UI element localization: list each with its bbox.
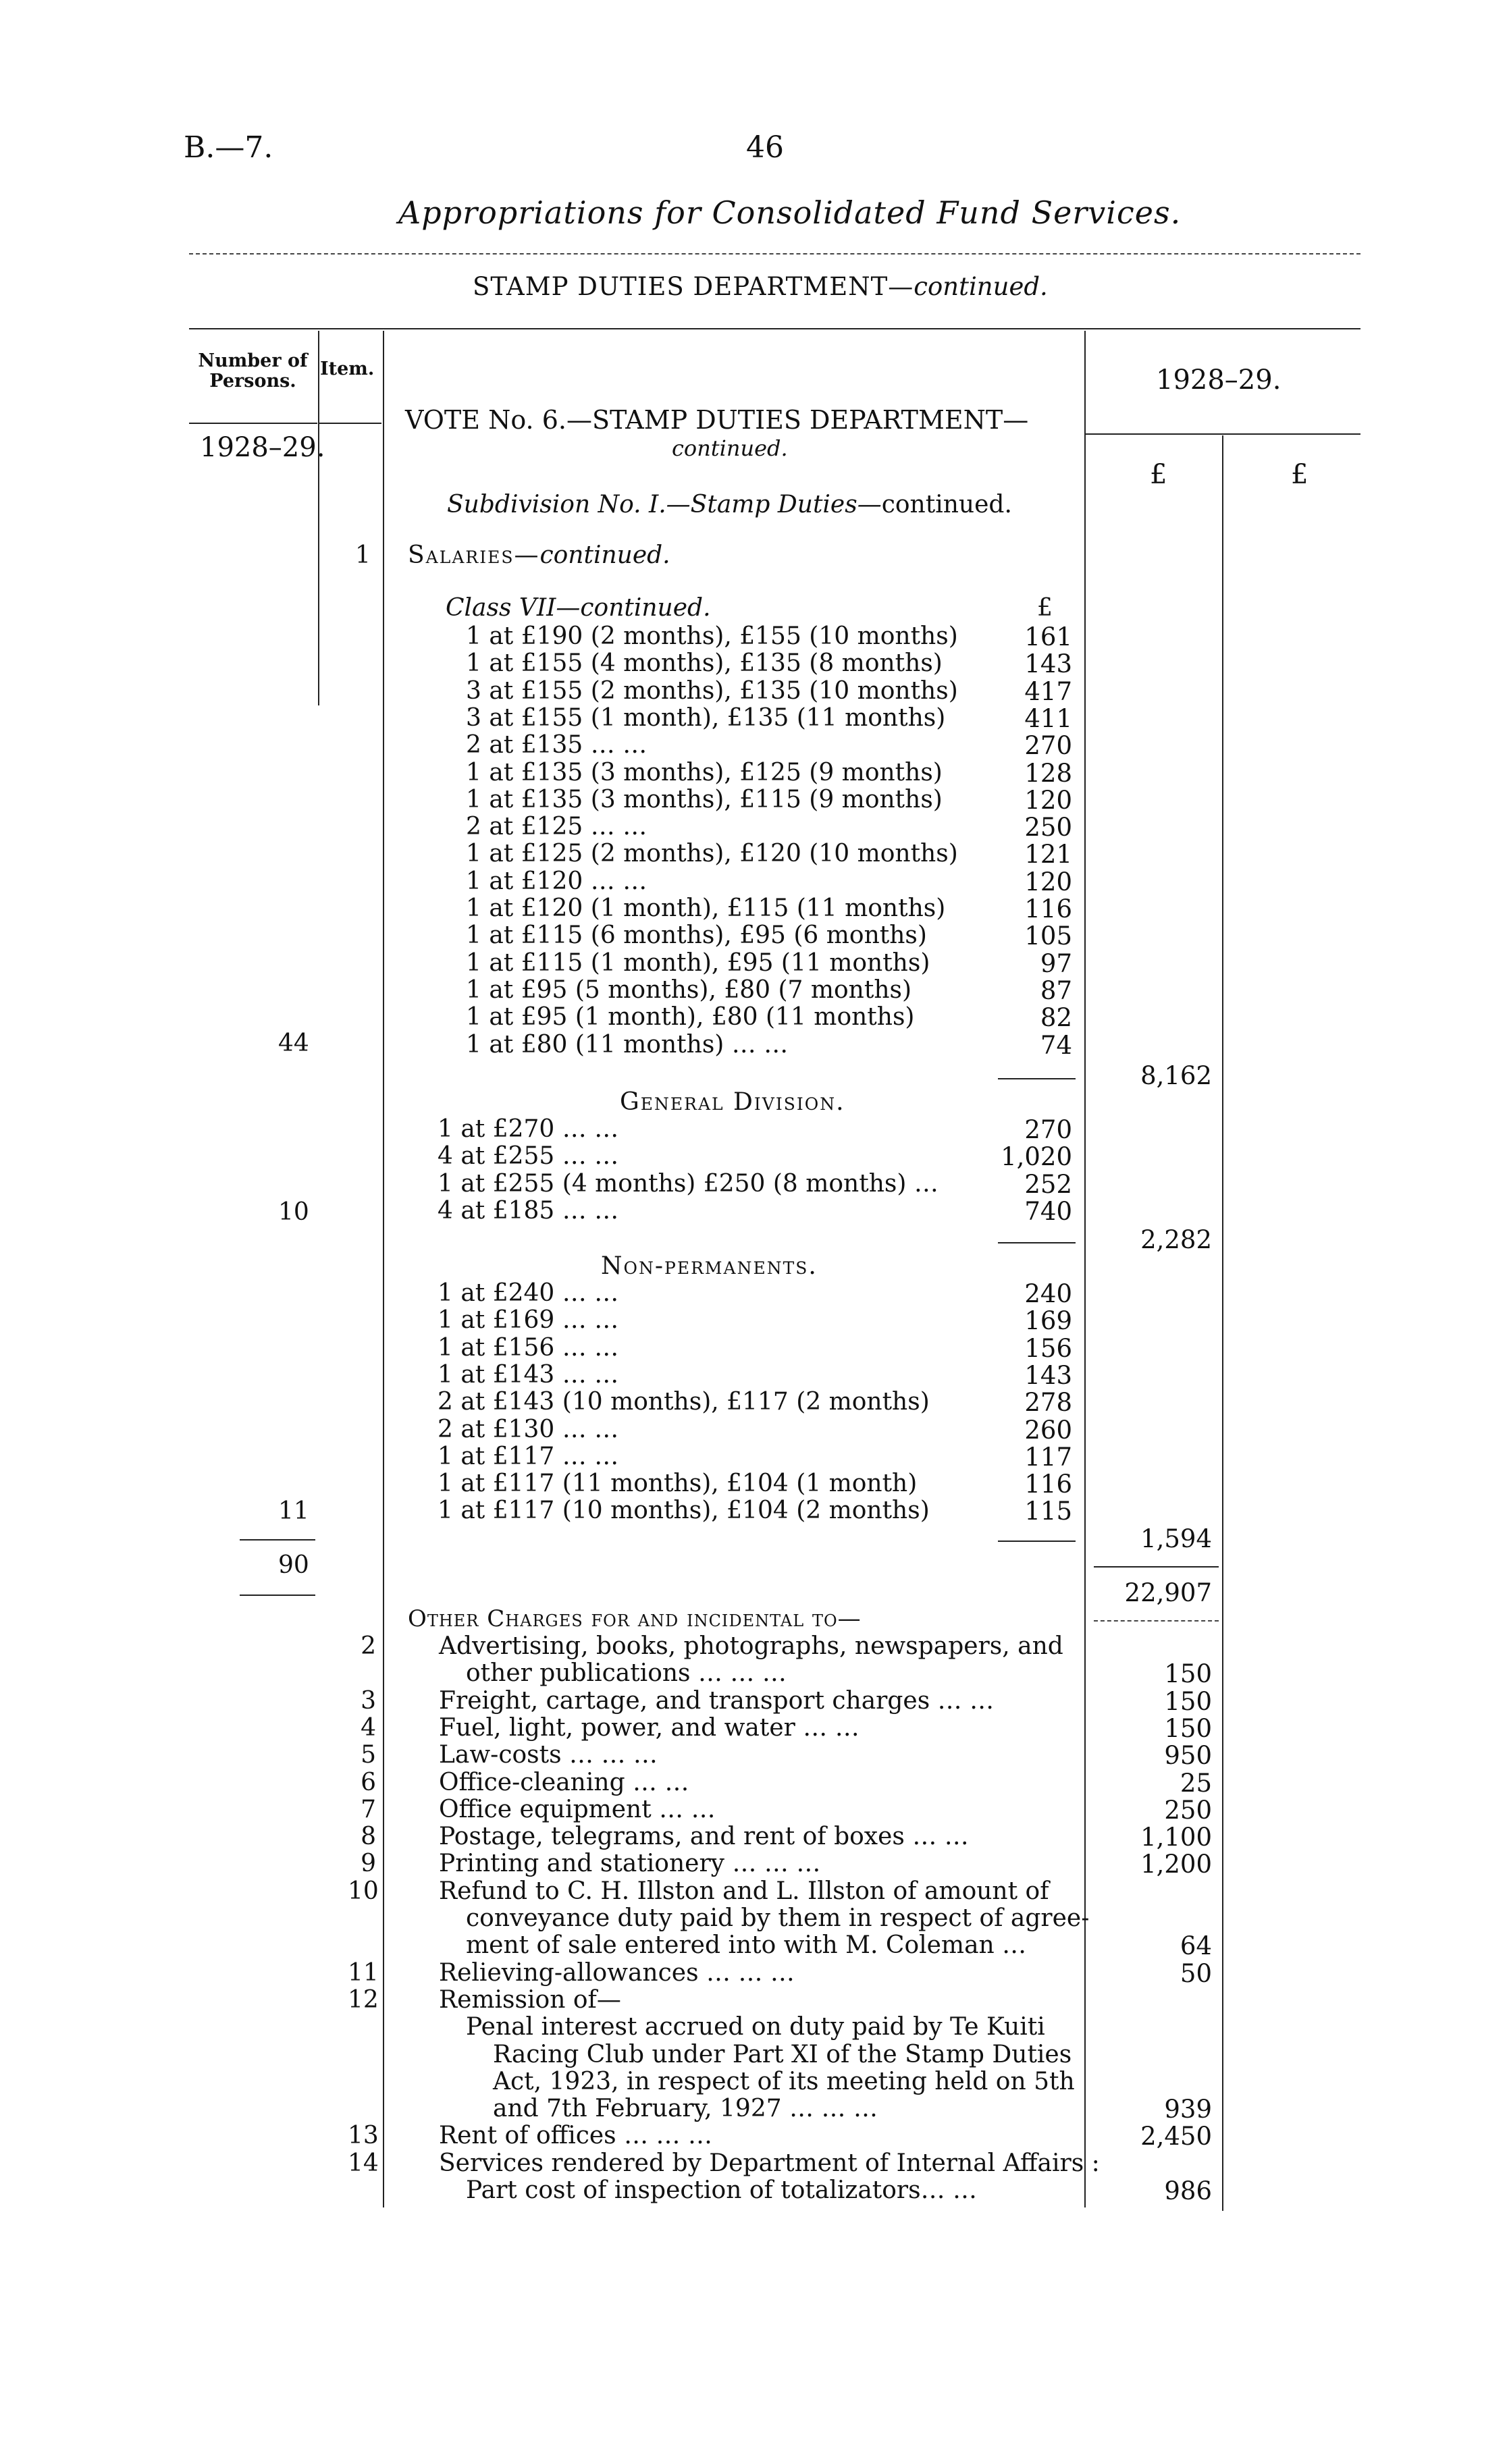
other-charge-amount: 25 <box>1180 1768 1212 1798</box>
general_division-line-text: 4 at £185 … … <box>438 1196 619 1225</box>
salaries-total-amount: 22,907 <box>1124 1578 1212 1607</box>
non_permanents-line-text: 2 at £130 … … <box>438 1415 619 1443</box>
other-charge-amount: 2,450 <box>1140 2122 1212 2151</box>
subdivision-suffix: continued. <box>881 491 1012 518</box>
other-charge-description: Services rendered by Department of Internal Affairs : <box>439 2149 1100 2177</box>
other-charge-amount: 150 <box>1164 1713 1212 1743</box>
other-charge-amount: 986 <box>1164 2176 1212 2205</box>
title-divider <box>189 253 1360 255</box>
other-charge-description: Remission of— <box>439 1985 621 2014</box>
other-charge-item-number: 4 <box>361 1713 376 1742</box>
page-number: 46 <box>746 130 784 165</box>
department-heading-text: STAMP DUTIES DEPARTMENT— <box>473 272 914 301</box>
other-charge-description: and 7th February, 1927 … … … <box>493 2095 878 2123</box>
general_division-line-text: 1 at £255 (4 months) £250 (8 months) … <box>438 1169 938 1198</box>
class_vii-line-amount: 105 <box>1024 921 1072 951</box>
page-title: Appropriations for Consolidated Fund Services. <box>398 194 1182 231</box>
other-charge-amount: 1,200 <box>1140 1850 1212 1879</box>
non_permanents-line-text: 1 at £117 (11 months), £104 (1 month) <box>438 1470 918 1498</box>
persons-total-rule-top <box>240 1539 315 1541</box>
class_vii-line-amount: 128 <box>1024 758 1072 788</box>
column-rule-item <box>383 331 384 2207</box>
class-vii-currency: £ <box>1037 594 1053 622</box>
report-code: B.—7. <box>184 130 273 165</box>
general_division-line-amount: 252 <box>1024 1169 1072 1199</box>
other-charge-description: Rent of offices … … … <box>439 2122 712 2150</box>
class_vii-line-amount: 116 <box>1024 894 1072 923</box>
other-charge-description: Part cost of inspection of totalizators… … <box>466 2176 978 2204</box>
non-permanents-subtotal-rule <box>998 1541 1076 1542</box>
class_vii-line-amount: 143 <box>1024 649 1072 679</box>
non_permanents-line-text: 1 at £169 … … <box>438 1306 619 1335</box>
amount-year: 1928–29. <box>1156 365 1281 396</box>
class_vii-line-text: 3 at £155 (2 months), £135 (10 months) <box>466 676 958 705</box>
general-division-total: 2,282 <box>1140 1225 1212 1254</box>
general_division-line-text: 1 at £270 … … <box>438 1115 619 1143</box>
other-charge-description: Advertising, books, photographs, newspapers, and <box>439 1632 1063 1660</box>
class_vii-line-text: 1 at £95 (5 months), £80 (7 months) <box>466 975 912 1004</box>
general_division-line-text: 4 at £255 … … <box>438 1142 619 1171</box>
other-charge-description: Fuel, light, power, and water … … <box>439 1713 860 1742</box>
other-charge-amount: 950 <box>1164 1741 1212 1771</box>
other-charge-item-number: 10 <box>348 1877 379 1905</box>
class_vii-line-text: 1 at £115 (6 months), £95 (6 months) <box>466 921 927 950</box>
other-charge-item-number: 9 <box>361 1850 376 1878</box>
non_permanents-line-text: 1 at £156 … … <box>438 1333 619 1362</box>
non-permanents-total: 1,594 <box>1140 1524 1212 1553</box>
class_vii-line-amount: 120 <box>1024 785 1072 815</box>
class_vii-line-amount: 161 <box>1024 622 1072 651</box>
item-header: Item. <box>320 358 375 379</box>
general_division-line-amount: 270 <box>1024 1115 1072 1144</box>
other-charge-amount: 64 <box>1180 1931 1212 1961</box>
non_permanents-line-amount: 143 <box>1024 1360 1072 1390</box>
persons-header-rule <box>189 423 317 424</box>
class-vii-persons: 44 <box>278 1029 309 1057</box>
non_permanents-line-amount: 278 <box>1024 1388 1072 1418</box>
class_vii-line-text: 1 at £135 (3 months), £125 (9 months) <box>466 758 943 786</box>
other-charge-item-number: 7 <box>361 1795 376 1823</box>
non_permanents-line-text: 1 at £117 … … <box>438 1442 619 1470</box>
non_permanents-line-amount: 260 <box>1024 1415 1072 1445</box>
class_vii-line-text: 1 at £135 (3 months), £115 (9 months) <box>466 785 943 813</box>
column-rule-amount <box>1222 435 1223 2211</box>
other-charge-amount: 150 <box>1164 1686 1212 1716</box>
other-charge-item-number: 13 <box>348 2122 379 2150</box>
salaries-label: Salaries— <box>408 541 540 569</box>
general-division-persons: 10 <box>278 1198 309 1226</box>
other-charge-description: Freight, cartage, and transport charges … … <box>439 1686 995 1715</box>
other-charge-description: Office-cleaning … … <box>439 1768 689 1796</box>
general_division-line-amount: 740 <box>1024 1196 1072 1226</box>
class_vii-line-text: 2 at £135 … … <box>466 731 647 759</box>
class_vii-line-text: 1 at £120 … … <box>466 867 647 895</box>
salaries-total-rule <box>1094 1566 1219 1568</box>
other-charge-amount: 50 <box>1180 1958 1212 1988</box>
non_permanents-line-amount: 115 <box>1024 1497 1072 1526</box>
other-charge-item-number: 12 <box>348 1985 379 2014</box>
class_vii-line-amount: 417 <box>1024 676 1072 706</box>
non_permanents-line-text: 1 at £117 (10 months), £104 (2 months) <box>438 1497 930 1525</box>
non-permanents-heading: Non-permanents. <box>601 1252 818 1280</box>
persons-year: 1928–29. <box>200 432 325 463</box>
class_vii-line-amount: 250 <box>1024 813 1072 842</box>
class_vii-line-text: 1 at £95 (1 month), £80 (11 months) <box>466 1003 915 1032</box>
other-charge-description: Racing Club under Part XI of the Stamp Duties <box>493 2040 1072 2068</box>
other-charge-description: Act, 1923, in respect of its meeting held on 5th <box>493 2067 1075 2095</box>
currency-left: £ <box>1150 459 1167 490</box>
non_permanents-line-amount: 169 <box>1024 1306 1072 1336</box>
other-charge-description: ment of sale entered into with M. Coleman … <box>466 1931 1027 1960</box>
department-heading-suffix: continued. <box>914 272 1048 301</box>
other-charges-heading: Other Charges for and incidental to— <box>408 1605 862 1632</box>
other-charge-item-number: 8 <box>361 1823 376 1851</box>
non-permanents-persons: 11 <box>278 1497 309 1525</box>
number-of-persons-header: Number of Persons. <box>198 350 308 392</box>
class_vii-line-text: 1 at £120 (1 month), £115 (11 months) <box>466 894 946 922</box>
other-charge-description: Law-costs … … … <box>439 1741 658 1769</box>
other-charge-item-number: 5 <box>361 1741 376 1769</box>
other-charge-item-number: 14 <box>348 2149 379 2177</box>
other-charge-item-number: 3 <box>361 1686 376 1715</box>
non_permanents-line-text: 1 at £240 … … <box>438 1279 619 1307</box>
non_permanents-line-text: 1 at £143 … … <box>438 1360 619 1389</box>
other-charge-description: Office equipment … … <box>439 1795 716 1823</box>
general-division-heading: General Division. <box>620 1088 845 1116</box>
class_vii-line-text: 1 at £115 (1 month), £95 (11 months) <box>466 948 930 977</box>
persons-total-rule-bottom <box>240 1595 315 1596</box>
class_vii-line-amount: 411 <box>1024 703 1072 733</box>
non_permanents-line-text: 2 at £143 (10 months), £117 (2 months) <box>438 1388 930 1416</box>
currency-right: £ <box>1291 459 1308 490</box>
other-charge-description: Postage, telegrams, and rent of boxes … … <box>439 1823 969 1851</box>
other-charge-amount: 1,100 <box>1140 1823 1212 1852</box>
other-charge-description: conveyance duty paid by them in respect of agree- <box>466 1904 1090 1932</box>
class_vii-line-amount: 270 <box>1024 731 1072 761</box>
class_vii-line-text: 2 at £125 … … <box>466 813 647 841</box>
salaries-total-rule-below <box>1094 1620 1219 1622</box>
class_vii-line-text: 1 at £125 (2 months), £120 (10 months) <box>466 840 958 868</box>
item-header-rule <box>319 423 381 424</box>
department-heading <box>473 272 1048 301</box>
non_permanents-line-amount: 116 <box>1024 1470 1072 1499</box>
non_permanents-line-amount: 156 <box>1024 1333 1072 1363</box>
salaries-item-number: 1 <box>355 541 371 569</box>
subdivision-heading <box>447 491 1012 518</box>
other-charge-item-number: 11 <box>348 1958 379 1987</box>
other-charge-description: Refund to C. H. Illston and L. Illston of amount of <box>439 1877 1049 1905</box>
class_vii-line-text: 1 at £80 (11 months) … … <box>466 1030 789 1059</box>
class-vii-heading: Class VII—continued. <box>446 594 711 622</box>
class_vii-line-text: 3 at £155 (1 month), £135 (11 months) <box>466 703 946 732</box>
other-charge-item-number: 6 <box>361 1768 376 1796</box>
class_vii-line-text: 1 at £155 (4 months), £135 (8 months) <box>466 649 943 678</box>
other-charge-description: Relieving-allowances … … … <box>439 1958 795 1987</box>
class_vii-line-amount: 120 <box>1024 867 1072 896</box>
general_division-line-amount: 1,020 <box>1001 1142 1072 1172</box>
non_permanents-line-amount: 117 <box>1024 1442 1072 1472</box>
salaries-continued: continued. <box>539 541 670 569</box>
class_vii-line-text: 1 at £190 (2 months), £155 (10 months) <box>466 622 958 650</box>
column-rule-persons <box>318 331 319 705</box>
salaries-total-persons: 90 <box>278 1551 309 1579</box>
vote-heading: VOTE No. 6.—STAMP DUTIES DEPARTMENT— <box>405 405 1029 435</box>
class-vii-subtotal-rule <box>998 1078 1076 1079</box>
class_vii-line-amount: 74 <box>1040 1030 1072 1060</box>
vote-heading-continued: continued. <box>672 435 788 461</box>
general-division-subtotal-rule <box>998 1242 1076 1243</box>
other-charge-description: Printing and stationery … … … <box>439 1850 821 1878</box>
class_vii-line-amount: 97 <box>1040 948 1072 978</box>
other-charge-amount: 250 <box>1164 1795 1212 1825</box>
subdivision-prefix: Subdivision No. I.—Stamp Duties— <box>447 491 882 518</box>
amount-header-rule <box>1086 433 1360 435</box>
table-top-rule <box>189 328 1360 329</box>
salaries-heading <box>408 541 670 569</box>
other-charge-amount: 150 <box>1164 1659 1212 1689</box>
other-charge-description: Penal interest accrued on duty paid by Te Kuiti <box>466 2013 1045 2041</box>
class-vii-total: 8,162 <box>1140 1061 1212 1090</box>
other-charge-description: other publications … … … <box>466 1659 787 1688</box>
class_vii-line-amount: 121 <box>1024 840 1072 869</box>
non_permanents-line-amount: 240 <box>1024 1279 1072 1308</box>
class_vii-line-amount: 87 <box>1040 975 1072 1005</box>
class_vii-line-amount: 82 <box>1040 1003 1072 1033</box>
other-charge-amount: 939 <box>1164 2095 1212 2124</box>
other-charge-item-number: 2 <box>361 1632 376 1660</box>
